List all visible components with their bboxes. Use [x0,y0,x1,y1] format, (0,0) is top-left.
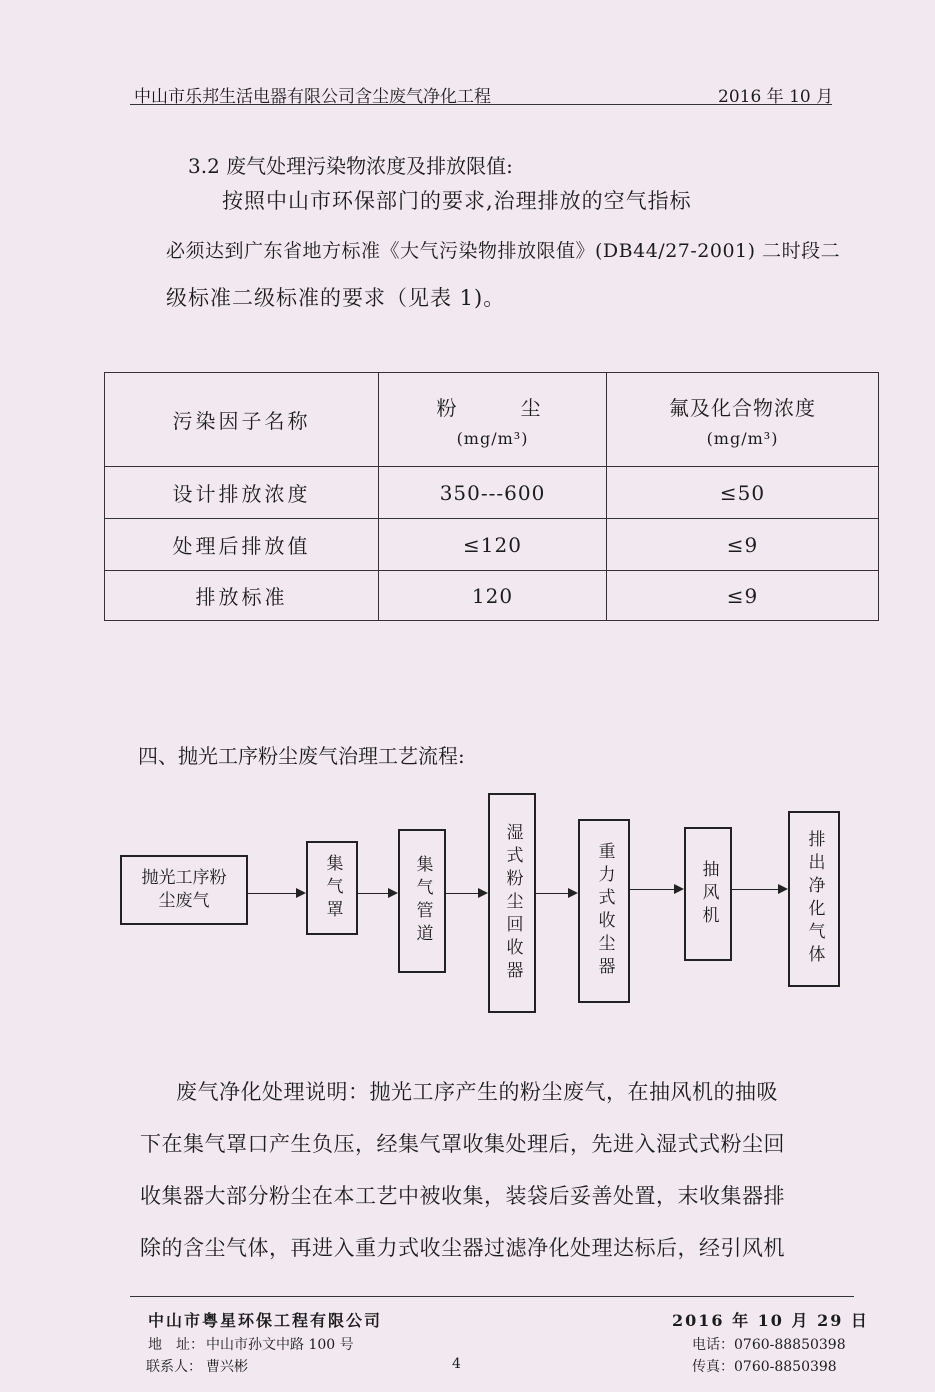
footer-company: 中山市粤星环保工程有限公司 [148,1311,383,1330]
footer-divider [130,1296,854,1297]
pollutant-limits-table [104,372,879,621]
flow-step-wet-collector [488,793,536,1013]
footer-address: 中山市孙文中路 100 号 [206,1337,354,1353]
fluoride-header-text: 氟及化合物浓度 [669,395,816,420]
table-cell-fluoride: ≤9 [607,519,879,571]
footer-contact-label: 联系人： [146,1359,202,1375]
flow-step-label: 集气罩 [322,853,343,923]
dust-header-unit: (mg/m³) [456,428,529,448]
fluoride-header-unit: (mg/m³) [706,428,779,448]
description-line-2: 下在集气罩口产生负压，经集气罩收集处理后，先进入湿式式粉尘回 [140,1132,785,1156]
footer-contact: 曹兴彬 [206,1359,248,1375]
flow-step-label: 湿式粉尘回收器 [502,822,523,984]
header-date: 2016 年 10 月 [718,87,834,107]
header-divider [130,104,832,105]
table-row [105,519,879,571]
table-cell-dust: ≤120 [379,519,607,571]
section-4-heading: 四、抛光工序粉尘废气治理工艺流程: [138,744,465,768]
table-cell-dust: 350---600 [379,467,607,519]
flow-arrow [246,893,304,894]
flow-step-duct [398,829,446,973]
description-line-3: 收集器大部分粉尘在本工艺中被收集，装袋后妥善处置，末收集器排 [140,1184,785,1208]
table-row-label: 排放标准 [105,571,379,621]
flow-step-label: 集气管道 [412,855,433,947]
dust-header-text: 粉 尘 [436,395,549,420]
flow-step-label: 抛光工序粉尘废气 [141,868,227,911]
section-3-2-line-2: 必须达到广东省地方标准《大气污染物排放限值》(DB44/27-2001) 二时段二 [166,240,841,262]
table-row [105,571,879,621]
footer-address-label: 地 址： [148,1337,204,1353]
flow-arrow [730,889,786,890]
table-cell-fluoride: ≤50 [607,467,879,519]
flow-step-fan [684,827,732,961]
table-cell-dust: 120 [379,571,607,621]
table-header-fluoride [607,373,879,467]
table-cell-fluoride: ≤9 [607,571,879,621]
flow-step-source [120,855,248,925]
footer-fax: 传真：0760-8850398 [692,1359,837,1375]
header-title: 中山市乐邦生活电器有限公司含尘废气净化工程 [134,87,491,107]
table-header-row [105,373,879,467]
flow-step-gravity-collector [578,819,630,1003]
flow-arrow [444,893,486,894]
table-row-label: 设计排放浓度 [105,467,379,519]
section-3-2-line-3: 级标准二级标准的要求（见表 1)。 [166,286,506,310]
page-number: 4 [452,1356,461,1372]
flow-step-label: 重力式收尘器 [594,842,615,980]
section-3-2-line-1: 按照中山市环保部门的要求,治理排放的空气指标 [222,189,692,213]
footer-date: 2016 年 10 月 29 日 [672,1311,869,1330]
footer-phone: 电话：0760-88850398 [692,1337,846,1353]
flow-step-clean-exhaust [788,811,840,987]
flow-step-label: 排出净化气体 [804,830,825,968]
table-header-label: 污染因子名称 [105,373,379,467]
flow-arrow [356,893,396,894]
table-row-label: 处理后排放值 [105,519,379,571]
flow-arrow [534,893,576,894]
section-3-2-heading: 3.2 废气处理污染物浓度及排放限值: [188,154,513,178]
description-line-1: 废气净化处理说明：抛光工序产生的粉尘废气，在抽风机的抽吸 [176,1080,778,1104]
table-header-dust [379,373,607,467]
flow-step-label: 抽风机 [698,859,719,929]
table-row [105,467,879,519]
flow-step-hood [306,841,358,935]
flow-arrow [628,889,682,890]
description-line-4: 除的含尘气体，再进入重力式收尘器过滤净化处理达标后，经引风机 [140,1236,785,1260]
